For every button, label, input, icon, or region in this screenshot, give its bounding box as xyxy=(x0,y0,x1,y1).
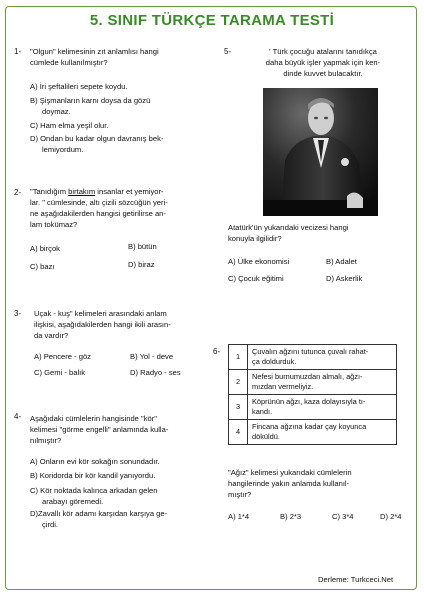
stem-line: da vardır? xyxy=(34,331,69,340)
portrait-illustration xyxy=(263,88,378,216)
quote xyxy=(238,46,408,79)
stem-line: cümlede kullanılmıştır? xyxy=(30,58,108,67)
stem-line: nılmıştır? xyxy=(30,436,62,445)
option-d[interactable]: D) Askerlik xyxy=(326,274,363,283)
row-number: 4 xyxy=(229,420,248,445)
table-row xyxy=(229,345,397,370)
stem-text: insanlar et yemiyor- xyxy=(95,187,164,196)
option-line: lemiyordum. xyxy=(42,145,84,154)
row-sentence xyxy=(248,370,397,395)
option-b[interactable]: B) Adalet xyxy=(326,257,357,266)
stem-line: ne aşağıdakilerden hangisi getirilirse an- xyxy=(30,209,166,218)
option-line: doymaz. xyxy=(42,107,71,116)
ataturk-portrait-photo xyxy=(263,88,378,216)
quote-line: dinde kuvvet bulacaktır. xyxy=(283,69,363,78)
stem-line xyxy=(30,186,168,197)
stem-line: Atatürk'ün yukarıdaki vecizesi hangi xyxy=(228,223,349,232)
question-stem xyxy=(228,467,352,500)
stem-line: ilişkisi, aşağıdakilerden hangi ikili arasın- xyxy=(34,320,171,329)
option-line: B) Şişmanların karnı doysa da gözü xyxy=(30,96,151,105)
stem-line: Uçak - kuş" kelimeleri arasındaki anlam xyxy=(34,309,167,318)
option-b[interactable]: B) 2*3 xyxy=(280,512,302,521)
row-sentence xyxy=(248,395,397,420)
option-d[interactable]: D) Radyo - ses xyxy=(130,368,181,377)
question-number: 6- xyxy=(213,347,221,356)
stem-line: kelimesi "görme engelli" anlamında kulla- xyxy=(30,425,169,434)
sentence-line: kandı. xyxy=(252,407,273,416)
option-d[interactable]: D) biraz xyxy=(128,260,155,269)
option-b[interactable]: B) bütün xyxy=(128,242,157,251)
option-line: D)Zavallı kör adamı karşıdan karşıya ge- xyxy=(30,509,168,518)
question-stem xyxy=(30,46,159,68)
sentence-line: mızdan vermeliyiz. xyxy=(252,382,314,391)
row-number: 2 xyxy=(229,370,248,395)
table-row xyxy=(229,395,397,420)
table-row xyxy=(229,420,397,445)
stem-line: lam tokümaz? xyxy=(30,220,78,229)
question-number: 5- xyxy=(224,47,232,56)
sentence-line: Köprünün ağzı, kaza dolayısıyla tı- xyxy=(252,397,366,406)
option-line: C) Kör noktada kalınca arkadan gelen xyxy=(30,486,158,495)
stem-line: mıştır? xyxy=(228,490,252,499)
option-line: arabayı göremedi. xyxy=(42,497,104,506)
quote-line: daha büyük işler yapmak için ken- xyxy=(265,58,381,67)
question-number: 4- xyxy=(14,412,22,421)
option-c[interactable]: C) Gemi - balık xyxy=(34,368,86,377)
option-b[interactable] xyxy=(30,95,150,117)
option-a[interactable]: A) Pencere - göz xyxy=(34,352,91,361)
question-stem xyxy=(30,413,168,446)
row-number: 3 xyxy=(229,395,248,420)
table-row xyxy=(229,370,397,395)
option-a[interactable]: A) 1*4 xyxy=(228,512,250,521)
option-a[interactable]: A) Ülke ekonomisi xyxy=(228,257,290,266)
row-sentence xyxy=(248,345,397,370)
stem-line: "Olgun" kelimesinin zıt anlamlısı hangi xyxy=(30,47,159,56)
sentence-line: Nefesi burnumuzdan almalı, ağzı- xyxy=(252,372,363,381)
question-number: 1- xyxy=(14,47,22,56)
underlined-word: birtakım xyxy=(68,187,96,196)
option-b[interactable]: B) Koridorda bir kör kandil yanıyordu. xyxy=(30,471,156,480)
sentence-line: ça doldurduk. xyxy=(252,357,297,366)
credit-text: Derleme: Turkceci.Net xyxy=(318,575,394,584)
row-sentence xyxy=(248,420,397,445)
stem-line: Aşağıdaki cümlelerin hangisinde "kör" xyxy=(30,414,157,423)
option-a[interactable]: A) İri şeftalileri sepete koydu. xyxy=(30,82,128,91)
question-stem xyxy=(30,186,168,230)
question-number: 2- xyxy=(14,188,22,197)
option-a[interactable]: A) Onların evi kör sokağın sonundadır. xyxy=(30,457,160,466)
option-a[interactable]: A) birçok xyxy=(30,244,60,253)
sentence-line: Fincana ağzına kadar çay koyunca xyxy=(252,422,367,431)
row-number: 1 xyxy=(229,345,248,370)
option-c[interactable]: C) 3*4 xyxy=(332,512,354,521)
stem-line: konuyla ilgilidir? xyxy=(228,234,282,243)
option-line: D) Ondan bu kadar olgun davranış bek- xyxy=(30,134,164,143)
option-d[interactable]: D) 2*4 xyxy=(380,512,402,521)
stem-line: hangilerinde yakın anlamda kullanıl- xyxy=(228,479,350,488)
option-c[interactable]: C) Ham elma yeşil olur. xyxy=(30,121,109,130)
option-line: çirdi. xyxy=(42,520,59,529)
stem-line: "Ağız" kelimesi yukarıdaki cümlelerin xyxy=(228,468,352,477)
page-title: 5. SINIF TÜRKÇE TARAMA TESTİ xyxy=(89,12,335,29)
option-d[interactable] xyxy=(30,133,163,155)
quote-line: ' Türk çocuğu atalarını tanıdıkça xyxy=(269,47,377,56)
option-b[interactable]: B) Yol - deve xyxy=(130,352,174,361)
option-c[interactable]: C) Çocuk eğitimi xyxy=(228,274,284,283)
sentence-table xyxy=(228,344,397,445)
option-c[interactable] xyxy=(30,485,158,507)
stem-text: "Tanıdığım xyxy=(30,187,69,196)
option-c[interactable]: C) bazı xyxy=(30,262,55,271)
sentence-line: Çuvalın ağzını tutunca çuvalı rahat- xyxy=(252,347,369,356)
question-stem xyxy=(228,222,348,244)
stem-line: lar. " cümlesinde, altı çizili sözcüğün yeri- xyxy=(30,198,168,207)
option-d[interactable] xyxy=(30,508,167,530)
question-number: 3- xyxy=(14,309,22,318)
sentence-line: döküldü. xyxy=(252,432,280,441)
question-stem xyxy=(34,308,171,341)
